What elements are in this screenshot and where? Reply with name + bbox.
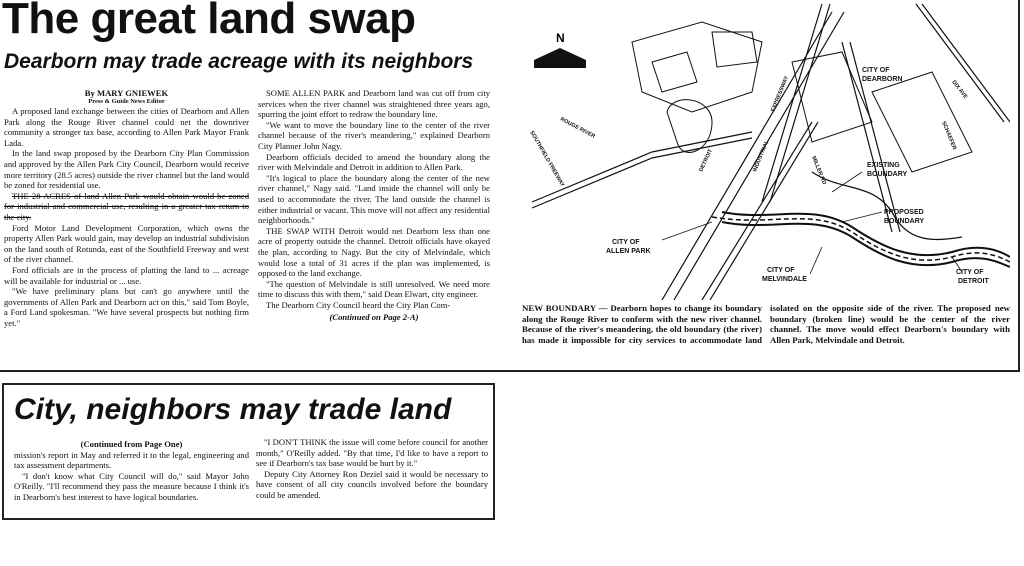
paragraph: "I don't know what City Council will do," said Mayor John O'Reilly. "I'll recommend they pass the measure because I think it's in Dearborn's best interest to have logical boundaries. — [14, 470, 249, 502]
continuation-column-1 — [14, 437, 249, 503]
paragraph: THE 28 ACRES of land Allen Park would obtain would be zoned for industrial and commercial use, resulting in a greater tax return to the city. — [4, 190, 249, 222]
paragraph: "The question of Melvindale is still unresolved. We need more time to discuss this with them," said Dean Elwart, city engineer. — [258, 278, 490, 300]
map-label-dearborn-1: CITY OF — [862, 67, 890, 74]
map-label-detroit-2: DETROIT — [958, 278, 989, 285]
paragraph: A proposed land exchange between the cities of Dearborn and Allen Park along the Rouge River channel could net the downriver community a stronger tax base, according to Allen Park Mayor Frank Lada. — [4, 106, 249, 148]
subheadline: Dearborn may trade acreage with its neighbors — [4, 50, 474, 73]
paragraph: Ford officials are in the process of platting the land to ... acreage will be available for industrial or ... use. — [4, 264, 249, 286]
byline-org: Press & Guide News Editor — [88, 98, 165, 105]
map-label-schaefer: SCHAEFER — [940, 120, 958, 151]
map-label-melvindale-2: MELVINDALE — [762, 276, 807, 283]
continuation-column-2 — [256, 437, 488, 501]
map-label-allen-1: CITY OF — [612, 239, 640, 246]
map-label-rouge: ROUGE RIVER — [559, 116, 596, 140]
article-column-1 — [4, 88, 249, 328]
map-label-melvindale-1: CITY OF — [767, 267, 795, 274]
paragraph: THE SWAP WITH Detroit would net Dearborn less than one acre of property outside the channel. Detroit officials have okayed the plan, according to Nagy. But the city of Melvindale, which would lose a total of 31 acres if the plan was implemented, is opposed to the land exchange. — [258, 225, 490, 279]
paragraph: "I DON'T THINK the issue will come before council for another month," O'Reilly added. "By that time, I'd like to have a report to see if Dearborn's tax base would be hurt by it." — [256, 437, 488, 469]
boundary-map — [512, 2, 1010, 300]
map-label-proposed-2: BOUNDARY — [884, 218, 925, 225]
map-label-proposed-1: PROPOSED — [884, 209, 924, 216]
article-column-2 — [258, 88, 490, 323]
map-label-dearborn-2: DEARBORN — [862, 76, 903, 83]
map-label-miller: MILLER RD — [810, 155, 827, 186]
paragraph: Ford Motor Land Development Corporation, which owns the property Allen Park would gain, may develop an industrial subdivision on the land south of Rotunda, east of the Southfield Freeway and west of the river channel. — [4, 222, 249, 265]
map-caption: NEW BOUNDARY — Dearborn hopes to change its boundary along the Rouge River to conform with the new river channel. Because of the river's meandering, the old boundary (the river) has made it impossible for city services to accommodate land isolated on the opposite side of the river. The proposed new boundary (broken line) would be the center of the river channel. The move would effect Dearborn's boundary with Allen Park, Melvindale and Detroit. — [522, 303, 1010, 345]
article-clipping-continuation — [2, 383, 495, 520]
continuation-headline: City, neighbors may trade land — [14, 393, 452, 426]
paragraph: "It's logical to place the boundary along the center of the new river channel," Nagy said. "Land inside the channel will only be used to accommodate the river. The land outside the channel is either industrial or vacant. This move will not affect any residential neighborhoods." — [258, 172, 490, 226]
paragraph: Dearborn officials decided to amend the boundary along the river with Melvindale and Detroit in addition to Allen Park. — [258, 151, 490, 173]
north-arrow-icon — [534, 31, 586, 68]
paragraph: mission's report in May and referred it to the legal, engineering and tax assessment departments. — [14, 449, 249, 471]
paragraph: The Dearborn City Council heard the City Plan Com- — [266, 299, 451, 310]
north-label: N — [556, 31, 565, 45]
continued-from-note: (Continued from Page One) — [80, 439, 183, 449]
continued-note: (Continued on Page 2-A) — [329, 312, 419, 323]
map-label-expressway: EXPRESSWAY — [770, 75, 791, 113]
byline: By MARY GNIEWEK — [84, 88, 169, 98]
map-label-dix: DIX AVE — [950, 79, 969, 101]
paragraph: Deputy City Attorney Ron Deziel said it would be necessary to have consent of all city councils involved before the boundary could be amended. — [256, 468, 488, 500]
headline: The great land swap — [2, 0, 416, 43]
map-label-detroit-1: CITY OF — [956, 269, 984, 276]
map-label-allen-2: ALLEN PARK — [606, 248, 651, 255]
map-label-existing-1: EXISTING — [867, 162, 900, 169]
paragraph: SOME ALLEN PARK and Dearborn land was cut off from city services when the river channel was straightened three years ago, spurring the joint effort to redraw the boundary line. — [258, 88, 490, 120]
map-label-southfield: SOUTHFIELD FREEWAY — [528, 130, 566, 188]
map-label-industrial: INDUSTRIAL — [752, 139, 771, 173]
map-label-existing-2: BOUNDARY — [867, 171, 908, 178]
map-label-detroit-st: DETROIT — [698, 148, 715, 173]
paragraph: "We want to move the boundary line to the center of the river channel because of the river's meandering," explained Dearborn City Planner John Nagy. — [258, 119, 490, 151]
paragraph: In the land swap proposed by the Dearborn City Plan Commission and approved by the Allen Park City Council, Dearborn would receive more territory (28.5 acres) outside the river channel but the land would be zoned for residential use. — [4, 148, 249, 191]
paragraph: "We have preliminary plans but can't go anywhere until the governments of Allen Park and Dearborn act on this," said Tom Boyle, a Ford Land spokesman. "We have several prospects but nothing firm yet." — [4, 286, 249, 328]
